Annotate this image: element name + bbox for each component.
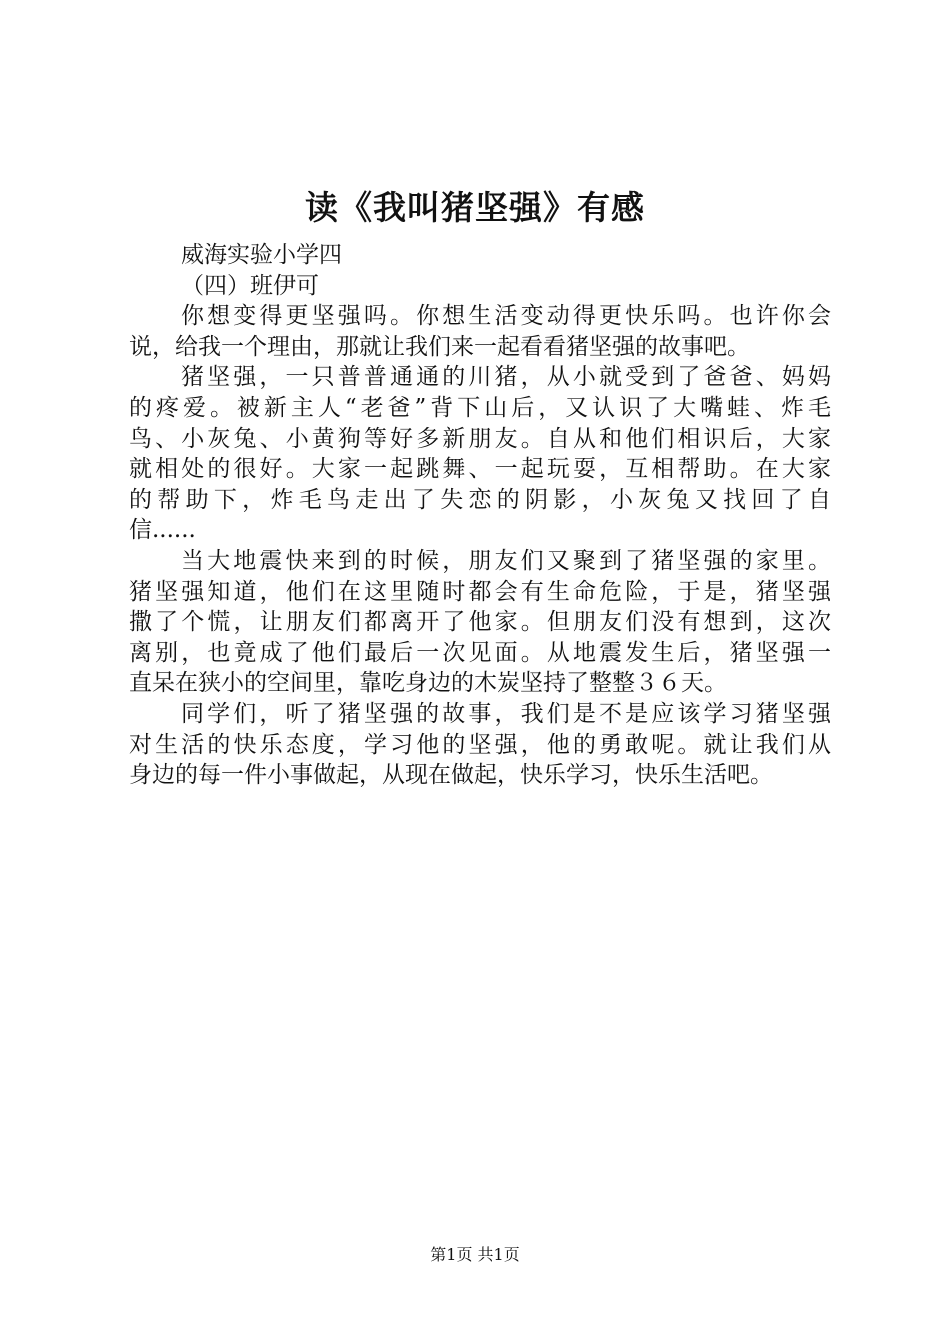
- paragraph-4-line-1: 同学们，听了猪坚强的故事，我们是不是应该学习猪坚强: [181, 700, 831, 727]
- paragraph-2-line-5: 的帮助下，炸毛鸟走出了失恋的阴影，小灰兔又找回了自: [129, 486, 831, 513]
- paragraph-4-line-2: 对生活的快乐态度，学习他的坚强，他的勇敢呢。就让我们从: [129, 731, 831, 758]
- paragraph-2-line-2: 的疼爱。被新主人“老爸”背下山后，又认识了大嘴蛙、炸毛: [129, 394, 831, 421]
- paragraph-3-line-3: 撒了个慌，让朋友们都离开了他家。但朋友们没有想到，这次: [129, 609, 831, 636]
- paragraph-2-line-1: 猪坚强，一只普普通通的川猪，从小就受到了爸爸、妈妈: [181, 364, 831, 391]
- paragraph-3-line-4: 离别，也竟成了他们最后一次见面。从地震发生后，猪坚强一: [129, 639, 831, 666]
- document-title: 读《我叫猪坚强》有感: [305, 188, 645, 227]
- document-body: [129, 240, 831, 791]
- paragraph-1-line-2: 说，给我一个理由，那就让我们来一起看看猪坚强的故事吧。: [129, 333, 750, 360]
- paragraph-2-line-3: 鸟、小灰兔、小黄狗等好多新朋友。自从和他们相识后，大家: [129, 425, 831, 452]
- paragraph-3-line-5: 直呆在狭小的空间里，靠吃身边的木炭坚持了整整３６天。: [129, 670, 727, 697]
- paragraph-1-line-1: 你想变得更坚强吗。你想生活变动得更快乐吗。也许你会: [181, 303, 831, 330]
- author-class-line: （四）班伊可: [181, 272, 319, 299]
- author-school-line: 威海实验小学四: [181, 242, 342, 268]
- paragraph-4-line-3: 身边的每一件小事做起，从现在做起，快乐学习，快乐生活吧。: [129, 762, 773, 789]
- paragraph-3-line-2: 猪坚强知道，他们在这里随时都会有生命危险，于是，猪坚强: [129, 578, 831, 605]
- paragraph-2-line-4: 就相处的很好。大家一起跳舞、一起玩耍，互相帮助。在大家: [129, 456, 831, 483]
- page-footer: 第1页 共1页: [430, 1245, 520, 1264]
- paragraph-2-line-6: 信......: [129, 517, 196, 544]
- paragraph-3-line-1: 当大地震快来到的时候，朋友们又聚到了猪坚强的家里。: [181, 547, 831, 574]
